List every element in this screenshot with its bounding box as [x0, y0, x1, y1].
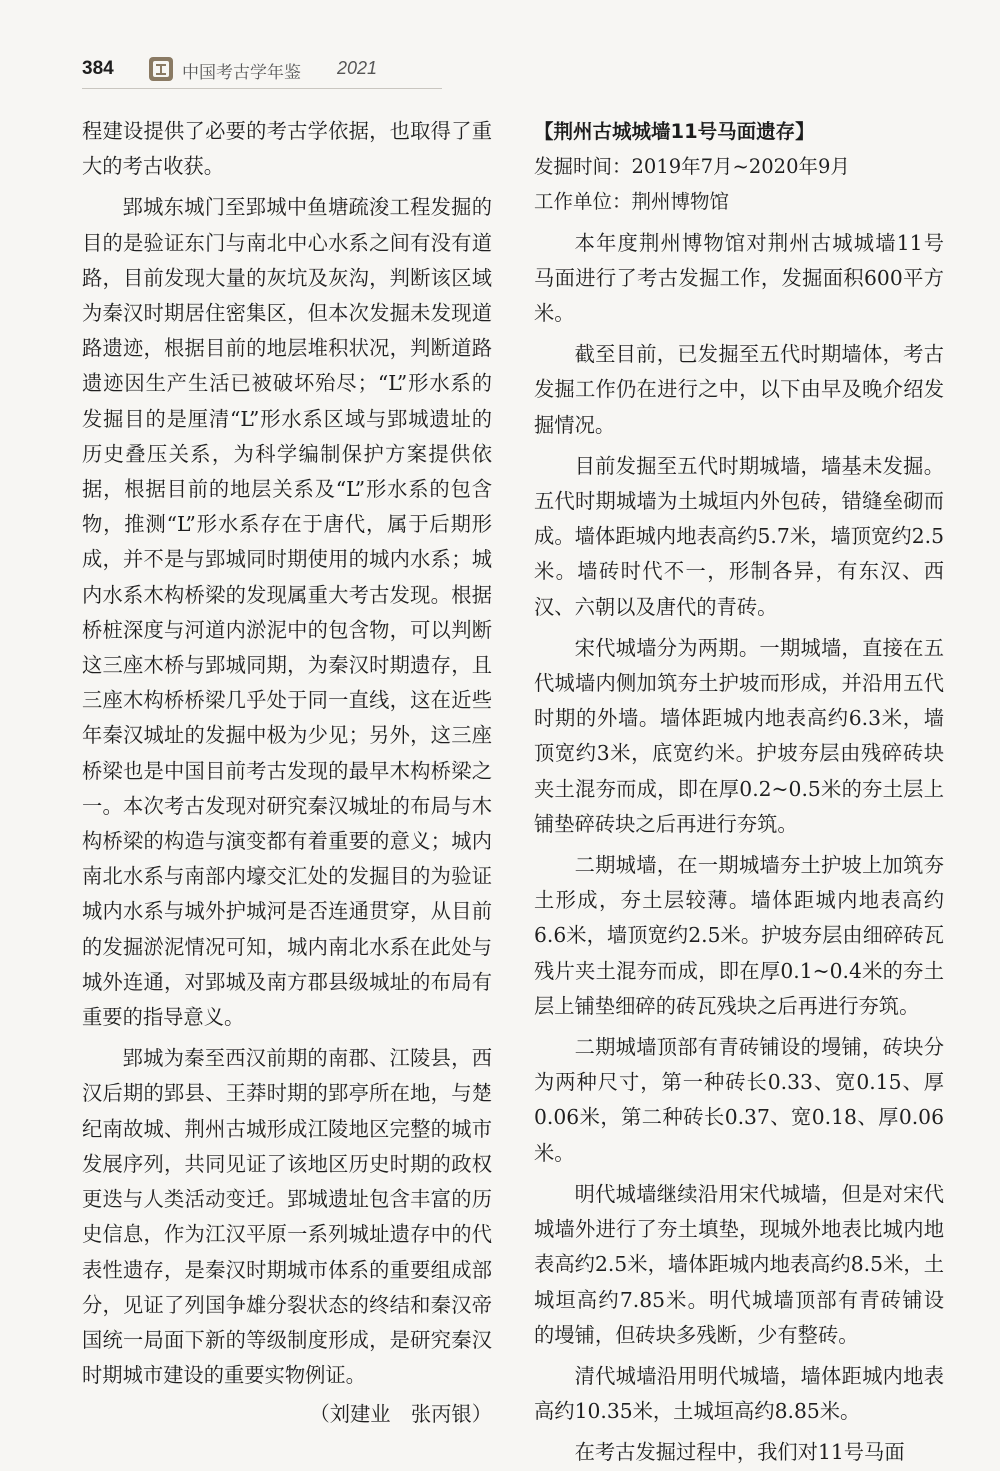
book-year: 2021 [337, 58, 378, 78]
paragraph: 郢城东城门至郢城中鱼塘疏浚工程发掘的目的是验证东门与南北中心水系之间有没有道路，目前发现大量的灰坑及灰沟，判断该区域为秦汉时期居住密集区，但本次发掘未发现道路遗迹，根据目前的地层堆积状况，判断道路遗迹因生产生活已被破坏殆尽；“L”形水系的发掘目的是厘清“L”形水系区域与郢城遗址的历史叠压关系，为科学编制保护方案提供依据，根据目前的地层关系及“L”形水系的包含物，推测“L”形水系存在于唐代，属于后期形成，并不是与郢城同时期使用的城内水系；城内水系木构桥梁的发现属重大考古发现。根据桥桩深度与河道内淤泥中的包含物，可以判断这三座木桥与郢城同期，为秦汉时期遗存，且三座木构桥桥梁几乎处于同一直线，这在近些年秦汉城址的发掘中极为少见；另外，这三座桥梁也是中国目前考古发现的最早木构桥梁之一。本次考古发现对研究秦汉城址的布局与木构桥梁的构造与演变都有着重要的意义；城内南北水系与南部内壕交汇处的发掘目的为验证城内水系与城外护城河是否连通贯穿，从目前的发掘淤泥情况可知，城内南北水系在此处与城外连通，对郢城及南方郡县级城址的布局有重要的指导意义。 [82, 195, 492, 1030]
paragraph: 郢城为秦至西汉前期的南郡、江陵县，西汉后期的郢县、王莽时期的郢亭所在地，与楚纪南故城、荆州古城形成江陵地区完整的城市发展序列，共同见证了该地区历史时期的政权更迭与人类活动变迁。郢城遗址包含丰富的历史信息，作为江汉平原一系列城址遗存中的代表性遗存，是秦汉时期城市体系的重要组成部分，见证了列国争雄分裂状态的终结和秦汉帝国统一局面下新的等级制度形成，是研究秦汉时期城市建设的重要实物例证。 [82, 1046, 492, 1388]
paragraph: 二期城墙，在一期城墙夯土护坡上加筑夯土形成，夯土层较薄。墙体距城内地表高约6.6米，墙顶宽约2.5米。护坡夯层由细碎砖瓦残片夹土混夯而成，即在厚0.1~0.4米的夯土层上铺垫细碎的砖瓦残块之后再进行夯筑。 [534, 853, 944, 1018]
author-credit: （刘建业 张丙银） [309, 1402, 492, 1427]
paragraph: 程建设提供了必要的考古学依据，也取得了重大的考古收获。 [82, 119, 492, 179]
paragraph: 在考古发掘过程中，我们对11号马面 [574, 1440, 905, 1465]
left-column [82, 114, 492, 1433]
yearbook-logo-icon [148, 56, 174, 82]
section-title: 【荆州古城城墙11号马面遗存】 [534, 120, 815, 143]
paragraph: 清代城墙沿用明代城墙，墙体距城内地表高约10.35米，土城垣高约8.85米。 [534, 1363, 944, 1424]
paragraph: 目前发掘至五代时期城墙，墙基未发掘。五代时期城墙为土城垣内外包砖，错缝垒砌而成。墙体距城内地表高约5.7米，墙顶宽约2.5米。墙砖时代不一，形制各异，有东汉、西汉、六朝以及唐代的青砖。 [534, 453, 944, 619]
paragraph: 截至目前，已发掘至五代时期墙体，考古发掘工作仍在进行之中，以下由早及晚介绍发掘情况。 [534, 342, 944, 437]
paragraph: 本年度荆州博物馆对荆州古城城墙11号马面进行了考古发掘工作，发掘面积600平方米。 [534, 230, 944, 326]
page-header [82, 52, 402, 86]
work-unit: 工作单位：荆州博物馆 [534, 190, 730, 214]
book-title: 中国考古学年鉴 [182, 63, 301, 83]
right-column [534, 114, 944, 1471]
paragraph: 宋代城墙分为两期。一期城墙，直接在五代城墙内侧加筑夯土护坡而形成，并沿用五代时期的外墙。墙体距城内地表高约6.3米，墙顶宽约3米，底宽约米。护坡夯层由残碎砖块夹土混夯而成，即在厚0.2~0.5米的夯土层上铺垫碎砖块之后再进行夯筑。 [534, 635, 944, 836]
excavation-time: 发掘时间：2019年7月~2020年9月 [534, 155, 850, 179]
paragraph: 明代城墙继续沿用宋代城墙，但是对宋代城墙外进行了夯土填垫，现城外地表比城内地表高约2.5米，墙体距城内地表高约8.5米，土城垣高约7.85米。明代城墙顶部有青砖铺设的墁铺，但砖块多残断，少有整砖。 [534, 1181, 944, 1347]
paragraph: 二期城墙顶部有青砖铺设的墁铺，砖块分为两种尺寸，第一种砖长0.33、宽0.15、厚0.06米，第二种砖长0.37、宽0.18、厚0.06米。 [534, 1035, 944, 1165]
page-number: 384 [82, 58, 114, 79]
header-rule [82, 88, 442, 89]
